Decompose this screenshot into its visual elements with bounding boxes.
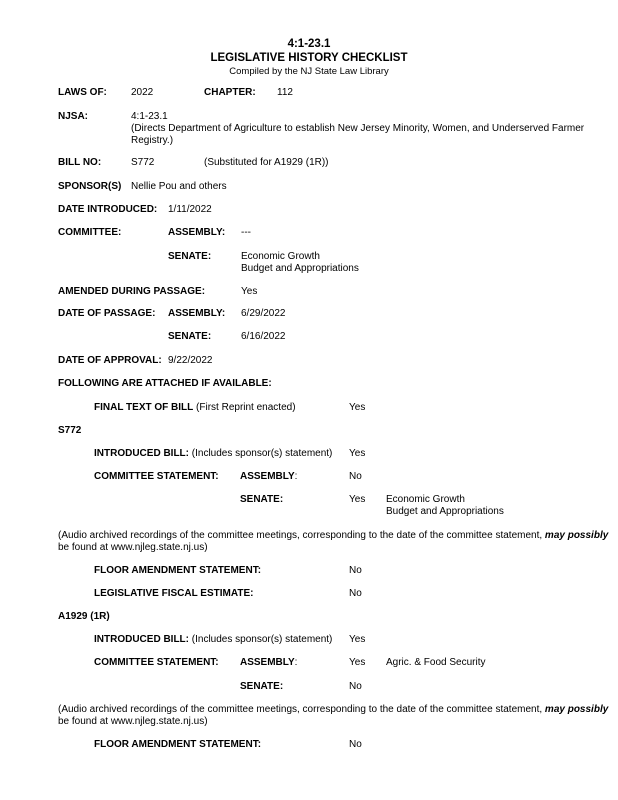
- a1929-introduced-note: (Includes sponsor(s) statement): [191, 634, 333, 645]
- page-subtitle: Compiled by the NJ State Law Library: [229, 66, 389, 77]
- a1929-assembly-label: ASSEMBLY: [240, 657, 295, 668]
- passage-assembly-label: ASSEMBLY:: [168, 308, 226, 319]
- s772-committee-statement-label: COMMITTEE STATEMENT:: [94, 471, 219, 482]
- date-of-passage-label: DATE OF PASSAGE:: [58, 308, 156, 319]
- a1929-introduced-value: Yes: [349, 634, 366, 645]
- passage-senate-value: 6/16/2022: [241, 331, 286, 342]
- committee-assembly-value: ---: [241, 227, 251, 238]
- page-title: LEGISLATIVE HISTORY CHECKLIST: [210, 52, 408, 64]
- final-text-value: Yes: [349, 402, 366, 413]
- a1929-floor-amendment-value: No: [349, 739, 362, 750]
- sponsor-label: SPONSOR(S): [58, 181, 122, 192]
- citation-heading: 4:1-23.1: [287, 38, 331, 50]
- s772-audio-note-line-1: [58, 530, 608, 542]
- a1929-introduced-row: [94, 634, 332, 646]
- a1929-committee-statement-label: COMMITTEE STATEMENT:: [94, 657, 219, 668]
- amended-label: AMENDED DURING PASSAGE:: [58, 286, 206, 297]
- bill-no-value: S772: [131, 157, 155, 168]
- date-introduced-label: DATE INTRODUCED:: [58, 204, 158, 215]
- a1929-audio-note-line-2: be found at www.njleg.state.nj.us): [58, 716, 208, 727]
- a1929-introduced-label: INTRODUCED BILL:: [94, 634, 189, 645]
- bill-no-label: BILL NO:: [58, 157, 102, 168]
- a1929-audio-note-line-1: [58, 704, 608, 716]
- final-text-note: (First Reprint enacted): [196, 402, 296, 413]
- s772-senate-committee-2: Budget and Appropriations: [386, 506, 504, 517]
- a1929-assembly-label-row: [240, 657, 297, 669]
- s772-fiscal-estimate-value: No: [349, 588, 362, 599]
- s772-introduced-note: (Includes sponsor(s) statement): [191, 448, 333, 459]
- s772-assembly-label: ASSEMBLY: [240, 471, 295, 482]
- s772-introduced-label: INTRODUCED BILL:: [94, 448, 189, 459]
- final-text-label: FINAL TEXT OF BILL: [94, 402, 194, 413]
- committee-senate-label: SENATE:: [168, 251, 212, 262]
- s772-audio-note-text: (Audio archived recordings of the committee meetings, corresponding to the date of the committee statement,: [58, 530, 545, 541]
- chapter-label: CHAPTER:: [204, 87, 256, 98]
- a1929-audio-note-emphasis: may possibly: [544, 704, 609, 715]
- a1929-senate-value: No: [349, 681, 362, 692]
- s772-audio-note-line-2: be found at www.njleg.state.nj.us): [58, 542, 208, 553]
- committee-senate-value-1: Economic Growth: [241, 251, 320, 262]
- date-of-approval-label: DATE OF APPROVAL:: [58, 355, 162, 366]
- a1929-floor-amendment-label: FLOOR AMENDMENT STATEMENT:: [94, 739, 262, 750]
- s772-audio-note-emphasis: may possibly: [544, 530, 609, 541]
- date-of-approval-value: 9/22/2022: [168, 355, 213, 366]
- s772-senate-committee-1: Economic Growth: [386, 494, 465, 505]
- njsa-label: NJSA:: [58, 111, 89, 122]
- committee-label: COMMITTEE:: [58, 227, 122, 238]
- njsa-description: (Directs Department of Agriculture to establish New Jersey Minority, Women, and Underserved Farmer Registry.): [131, 123, 585, 146]
- a1929-assembly-value: Yes: [349, 657, 366, 668]
- a1929-senate-label: SENATE:: [240, 681, 284, 692]
- passage-senate-label: SENATE:: [168, 331, 212, 342]
- committee-senate-value-2: Budget and Appropriations: [241, 263, 359, 274]
- s772-assembly-label-row: [240, 471, 297, 483]
- final-text-row: [94, 402, 296, 414]
- amended-value: Yes: [241, 286, 258, 297]
- a1929-audio-note-text: (Audio archived recordings of the committee meetings, corresponding to the date of the committee statement,: [58, 704, 545, 715]
- laws-of-label: LAWS OF:: [58, 87, 107, 98]
- s772-senate-value: Yes: [349, 494, 366, 505]
- s772-senate-label: SENATE:: [240, 494, 284, 505]
- laws-of-value: 2022: [131, 87, 154, 98]
- s772-assembly-value: No: [349, 471, 362, 482]
- bill-no-substitution-note: (Substituted for A1929 (1R)): [204, 157, 329, 168]
- chapter-value: 112: [277, 87, 293, 98]
- s772-assembly-colon: :: [294, 471, 298, 482]
- a1929-assembly-committee: Agric. & Food Security: [386, 657, 486, 668]
- sponsor-value: Nellie Pou and others: [131, 181, 227, 192]
- a1929-heading: A1929 (1R): [58, 611, 110, 622]
- passage-assembly-value: 6/29/2022: [241, 308, 286, 319]
- s772-floor-amendment-value: No: [349, 565, 362, 576]
- a1929-assembly-colon: :: [294, 657, 298, 668]
- s772-floor-amendment-label: FLOOR AMENDMENT STATEMENT:: [94, 565, 262, 576]
- s772-fiscal-estimate-label: LEGISLATIVE FISCAL ESTIMATE:: [94, 588, 254, 599]
- s772-heading: S772: [58, 425, 82, 436]
- s772-introduced-value: Yes: [349, 448, 366, 459]
- date-introduced-value: 1/11/2022: [168, 204, 212, 215]
- committee-assembly-label: ASSEMBLY:: [168, 227, 226, 238]
- njsa-value: 4:1-23.1: [131, 111, 168, 122]
- s772-introduced-row: [94, 448, 332, 460]
- attached-heading: FOLLOWING ARE ATTACHED IF AVAILABLE:: [58, 378, 272, 389]
